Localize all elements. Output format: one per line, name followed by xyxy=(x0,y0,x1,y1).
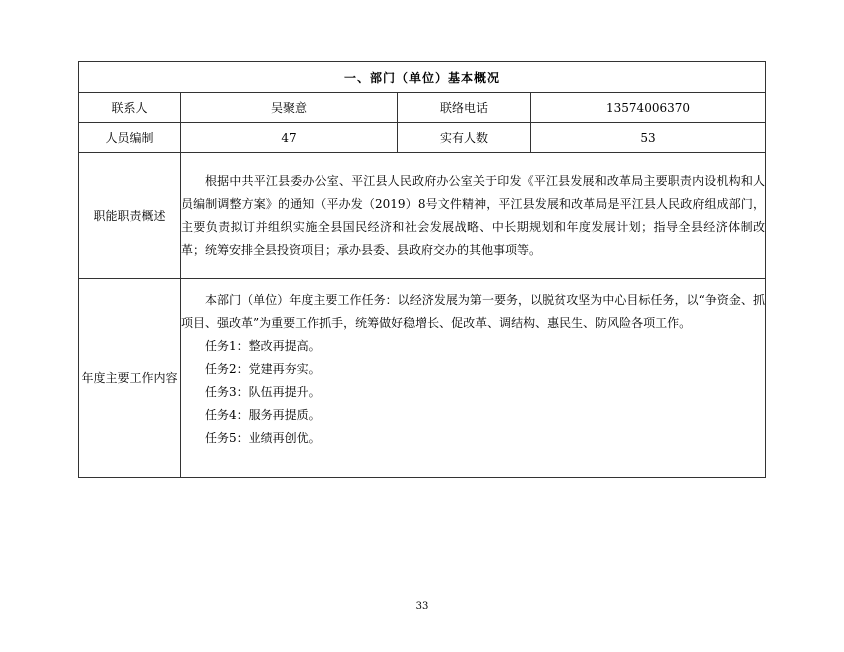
contact-value: 吴聚意 xyxy=(181,93,398,123)
annual-work-intro: 本部门（单位）年度主要工作任务：以经济发展为第一要务，以脱贫攻坚为中心目标任务，以“争资金、抓项目、强改革”为重要工作抓手，统筹做好稳增长、促改革、调结构、惠民生、防风险各项工作。 xyxy=(181,293,766,330)
table-row xyxy=(79,279,766,478)
basic-info-table xyxy=(78,61,766,478)
task-item: 任务4：服务再提质。 xyxy=(205,408,321,422)
actual-staff-label: 实有人数 xyxy=(398,123,531,153)
page-number: 33 xyxy=(415,601,429,612)
staff-quota-value: 47 xyxy=(181,123,398,153)
annual-work-label: 年度主要工作内容 xyxy=(79,279,181,478)
task-item: 任务3：队伍再提升。 xyxy=(205,385,321,399)
phone-label: 联络电话 xyxy=(398,93,531,123)
task-item: 任务5：业绩再创优。 xyxy=(205,431,321,445)
actual-staff-value: 53 xyxy=(531,123,766,153)
duties-content xyxy=(181,153,766,279)
annual-work-content xyxy=(181,279,766,478)
task-item: 任务1：整改再提高。 xyxy=(205,339,321,353)
duties-text: 根据中共平江县委办公室、平江县人民政府办公室关于印发《平江县发展和改革局主要职责内设机构和人员编制调整方案》的通知（平办发（2019）8号文件精神，平江县发展和改革局是平江县人民政府组成部门，主要负责拟订并组织实施全县国民经济和社会发展战略、中长期规划和年度发展计划；指导全县经济体制改革；统筹安排全县投资项目；承办县委、县政府交办的其他事项等。 xyxy=(181,173,766,257)
contact-label: 联系人 xyxy=(79,93,181,123)
staff-quota-label: 人员编制 xyxy=(79,123,181,153)
task-item: 任务2：党建再夯实。 xyxy=(205,362,321,376)
table-row xyxy=(79,93,766,123)
table-title: 一、部门（单位）基本概况 xyxy=(79,62,766,93)
duties-label: 职能职责概述 xyxy=(79,153,181,279)
phone-value: 13574006370 xyxy=(531,93,766,123)
table-row xyxy=(79,153,766,279)
table-row xyxy=(79,123,766,153)
